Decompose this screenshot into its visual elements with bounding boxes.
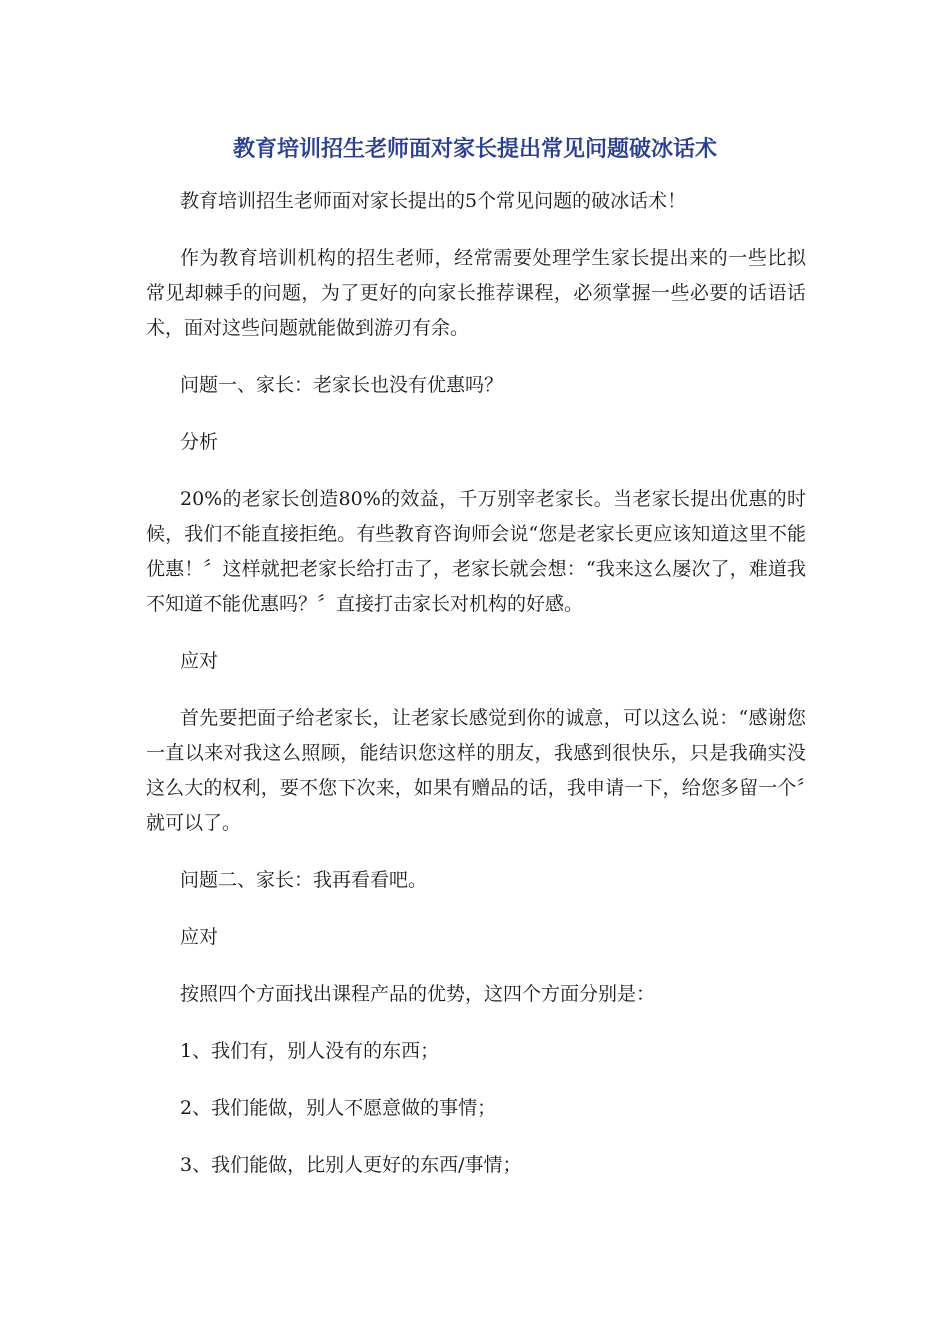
document-title: 教育培训招生老师面对家长提出常见问题破冰话术	[232, 137, 717, 162]
response-heading-two: 应对	[180, 926, 219, 948]
list-item-three: 3、我们能做，比别人更好的东西/事情；	[180, 1154, 522, 1176]
list-item-one: 1、我们有，别人没有的东西；	[180, 1040, 440, 1062]
paragraph-intro: 教育培训招生老师面对家长提出的5个常见问题的破冰话术！	[180, 190, 687, 212]
list-item-two: 2、我们能做，别人不愿意做的事情；	[180, 1097, 497, 1119]
paragraph-four-aspects: 按照四个方面找出课程产品的优势，这四个方面分别是：	[180, 983, 656, 1005]
question-two-heading: 问题二、家长：我再看看吧。	[180, 869, 428, 891]
paragraph-background: 作为教育培训机构的招生老师，经常需要处理学生家长提出来的一些比拟常见却棘手的问题，为了更好的向家长推荐课程，必须掌握一些必要的话语话术，面对这些问题就能做到游刃有余。	[146, 247, 806, 339]
document-body	[146, 184, 806, 1205]
paragraph-response-one: 首先要把面子给老家长，让老家长感觉到你的诚意，可以这么说：“感谢您一直以来对我这么照顾，能结识您这样的朋友，我感到很快乐，只是我确实没这么大的权利，要不您下次来，如果有赠品的话，我申请一下，给您多留一个〞就可以了。	[146, 707, 806, 834]
paragraph-analysis: 20%的老家长创造80%的效益，千万别宰老家长。当老家长提出优惠的时候，我们不能直接拒绝。有些教育咨询师会说“您是老家长更应该知道这里不能优惠！〞这样就把老家长给打击了，老家长就会想：“我来这么屡次了，难道我不知道不能优惠吗？〞直接打击家长对机构的好感。	[146, 488, 806, 615]
question-one-heading: 问题一、家长：老家长也没有优惠吗？	[180, 374, 504, 396]
analysis-heading: 分析	[180, 431, 219, 453]
response-heading-one: 应对	[180, 650, 219, 672]
